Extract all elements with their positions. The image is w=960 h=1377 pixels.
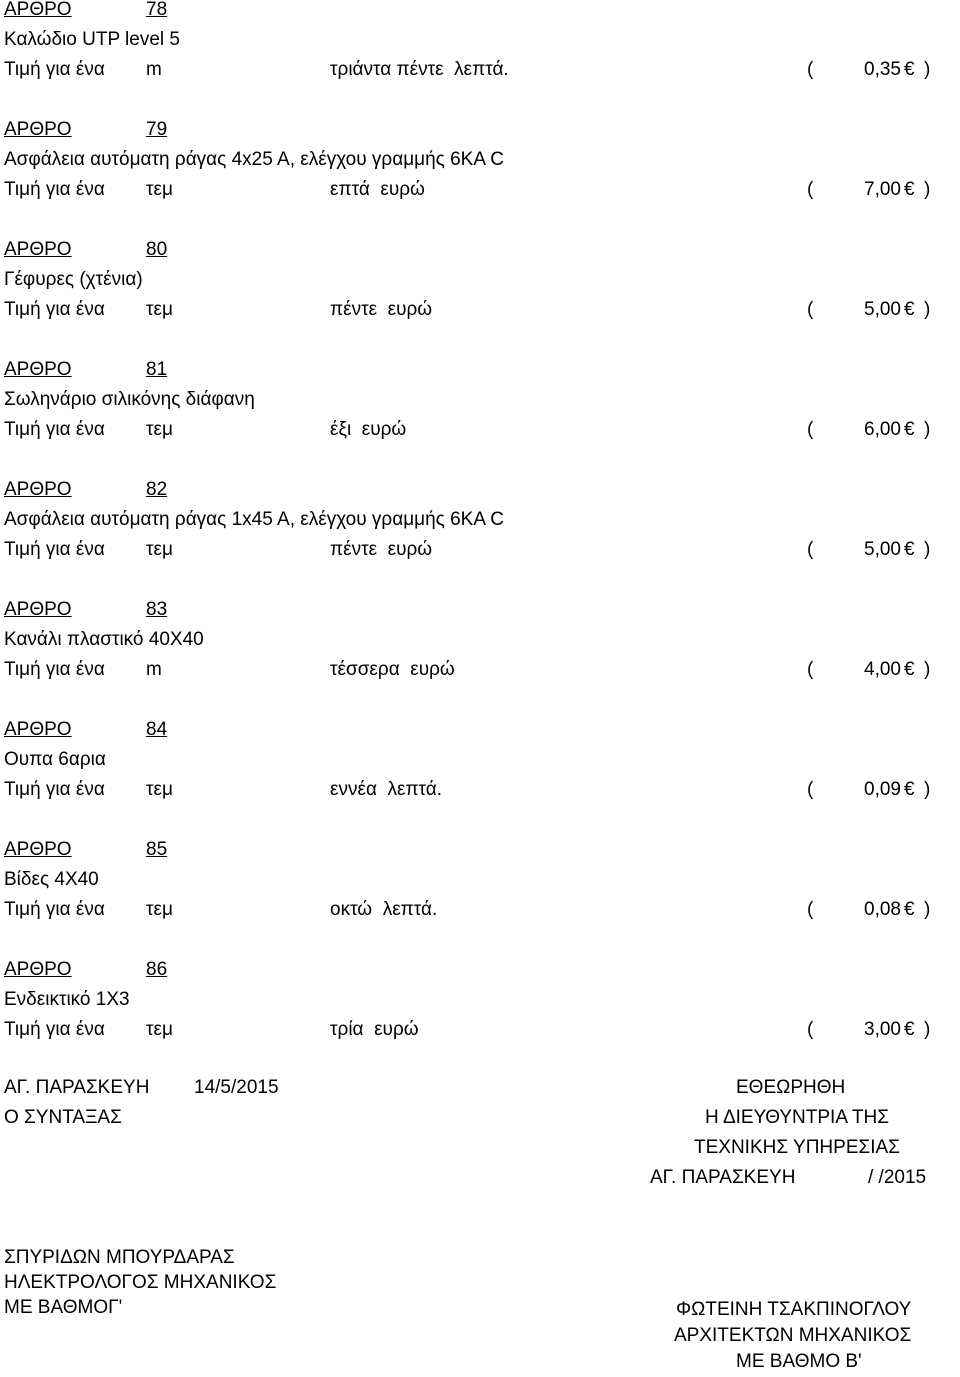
article-description-row	[4, 505, 954, 535]
article-description: Ουπα 6αρια	[4, 749, 106, 770]
article-price-row	[4, 55, 954, 85]
price-words: τρία ευρώ	[330, 1019, 419, 1040]
euro-sign: €	[904, 539, 915, 560]
price-unit: τεμ	[146, 539, 173, 560]
article-description-row	[4, 865, 954, 895]
article-header	[4, 355, 954, 385]
article-description: Γέφυρες (χτένια)	[4, 269, 143, 290]
price-unit: m	[146, 59, 162, 80]
article-price-row	[4, 895, 954, 925]
composer-title: Ο ΣΥΝΤΑΞΑΣ	[4, 1107, 122, 1128]
article-block	[4, 235, 954, 325]
article-block	[4, 955, 954, 1045]
article-label: ΑΡΘΡΟ	[4, 839, 72, 860]
article-description: Ενδεικτικό 1Χ3	[4, 989, 130, 1010]
price-prefix: Τιμή για ένα	[4, 419, 105, 440]
price-words: πέντε ευρώ	[330, 299, 433, 320]
price-words: τέσσερα ευρώ	[330, 659, 455, 680]
article-label: ΑΡΘΡΟ	[4, 0, 72, 20]
article-label: ΑΡΘΡΟ	[4, 479, 72, 500]
paren-close: )	[924, 1019, 931, 1040]
article-label: ΑΡΘΡΟ	[4, 239, 72, 260]
paren-close: )	[924, 59, 931, 80]
price-amount: 0,08	[864, 899, 901, 920]
paren-open: (	[807, 179, 814, 200]
article-description: Ασφάλεια αυτόματη ράγας 1x45 A, ελέγχου γραμμής 6KA C	[4, 509, 504, 530]
article-number: 80	[146, 239, 168, 260]
price-prefix: Τιμή για ένα	[4, 779, 105, 800]
price-words: πέντε ευρώ	[330, 539, 433, 560]
article-description: Βίδες 4Χ40	[4, 869, 99, 890]
article-price-row	[4, 295, 954, 325]
article-label: ΑΡΘΡΟ	[4, 959, 72, 980]
price-unit: τεμ	[146, 899, 173, 920]
article-number: 84	[146, 719, 168, 740]
article-header	[4, 115, 954, 145]
paren-open: (	[807, 899, 814, 920]
paren-close: )	[924, 299, 931, 320]
director-role: ΑΡΧΙΤΕΚΤΩΝ ΜΗΧΑΝΙΚΟΣ	[674, 1325, 912, 1346]
article-price-row	[4, 415, 954, 445]
composer-role: ΗΛΕΚΤΡΟΛΟΓΟΣ ΜΗΧΑΝΙΚΟΣ	[4, 1272, 277, 1293]
article-description-row	[4, 625, 954, 655]
article-description-row	[4, 25, 954, 55]
article-block	[4, 835, 954, 925]
price-words: επτά ευρώ	[330, 179, 425, 200]
paren-close: )	[924, 539, 931, 560]
euro-sign: €	[904, 59, 915, 80]
price-unit: τεμ	[146, 299, 173, 320]
price-amount: 4,00	[864, 659, 901, 680]
article-header	[4, 835, 954, 865]
paren-open: (	[807, 299, 814, 320]
price-prefix: Τιμή για ένα	[4, 899, 105, 920]
composer-grade: ΜΕ ΒΑΘΜΟΓ'	[4, 1297, 123, 1318]
article-header	[4, 595, 954, 625]
euro-sign: €	[904, 659, 915, 680]
article-description: Κανάλι πλαστικό 40Χ40	[4, 629, 204, 650]
price-words: οκτώ λεπτά.	[330, 899, 438, 920]
euro-sign: €	[904, 299, 915, 320]
paren-open: (	[807, 419, 814, 440]
price-prefix: Τιμή για ένα	[4, 179, 105, 200]
price-prefix: Τιμή για ένα	[4, 539, 105, 560]
article-description-row	[4, 145, 954, 175]
price-amount: 7,00	[864, 179, 901, 200]
article-description: Καλώδιο UTP level 5	[4, 29, 180, 50]
price-prefix: Τιμή για ένα	[4, 659, 105, 680]
article-description-row	[4, 985, 954, 1015]
price-amount: 6,00	[864, 419, 901, 440]
paren-open: (	[807, 1019, 814, 1040]
article-block	[4, 595, 954, 685]
price-amount: 0,35	[864, 59, 901, 80]
director-line2: ΤΕΧΝΙΚΗΣ ΥΠΗΡΕΣΙΑΣ	[694, 1137, 900, 1158]
article-price-row	[4, 175, 954, 205]
article-label: ΑΡΘΡΟ	[4, 719, 72, 740]
price-words: εννέα λεπτά.	[330, 779, 443, 800]
article-block	[4, 0, 954, 85]
review-title: ΕΘΕΩΡΗΘΗ	[736, 1077, 846, 1098]
paren-close: )	[924, 779, 931, 800]
euro-sign: €	[904, 899, 915, 920]
place-right: ΑΓ. ΠΑΡΑΣΚΕΥΗ	[650, 1167, 796, 1188]
article-header	[4, 955, 954, 985]
price-prefix: Τιμή για ένα	[4, 59, 105, 80]
article-number: 85	[146, 839, 168, 860]
article-header	[4, 475, 954, 505]
article-number: 86	[146, 959, 168, 980]
euro-sign: €	[904, 419, 915, 440]
paren-close: )	[924, 179, 931, 200]
article-description-row	[4, 745, 954, 775]
article-number: 82	[146, 479, 168, 500]
article-description: Ασφάλεια αυτόματη ράγας 4x25 A, ελέγχου γραμμής 6KA C	[4, 149, 504, 170]
price-unit: τεμ	[146, 779, 173, 800]
article-block	[4, 355, 954, 445]
price-amount: 5,00	[864, 539, 901, 560]
composer-name: ΣΠΥΡΙΔΩΝ ΜΠΟΥΡΔΑΡΑΣ	[4, 1247, 235, 1268]
director-name: ΦΩΤΕΙΝΗ ΤΣΑΚΠΙΝΟΓΛΟΥ	[676, 1299, 912, 1320]
paren-open: (	[807, 659, 814, 680]
price-amount: 0,09	[864, 779, 901, 800]
euro-sign: €	[904, 179, 915, 200]
euro-sign: €	[904, 779, 915, 800]
paren-open: (	[807, 59, 814, 80]
price-prefix: Τιμή για ένα	[4, 1019, 105, 1040]
price-amount: 5,00	[864, 299, 901, 320]
paren-close: )	[924, 899, 931, 920]
article-block	[4, 115, 954, 205]
article-description: Σωληνάριο σιλικόνης διάφανη	[4, 389, 255, 410]
article-number: 83	[146, 599, 168, 620]
place-left: ΑΓ. ΠΑΡΑΣΚΕΥΗ	[4, 1077, 150, 1098]
date-left: 14/5/2015	[194, 1077, 279, 1098]
article-number: 81	[146, 359, 168, 380]
price-unit: τεμ	[146, 179, 173, 200]
article-description-row	[4, 265, 954, 295]
article-price-row	[4, 535, 954, 565]
article-description-row	[4, 385, 954, 415]
article-number: 78	[146, 0, 168, 20]
director-line1: Η ΔΙΕΥΘΥΝΤΡΙΑ ΤΗΣ	[705, 1107, 889, 1128]
paren-close: )	[924, 419, 931, 440]
article-price-row	[4, 1015, 954, 1045]
price-unit: τεμ	[146, 1019, 173, 1040]
paren-open: (	[807, 539, 814, 560]
article-label: ΑΡΘΡΟ	[4, 119, 72, 140]
article-price-row	[4, 775, 954, 805]
price-words: τριάντα πέντε λεπτά.	[330, 59, 509, 80]
director-grade: ΜΕ ΒΑΘΜΟ Β'	[736, 1351, 862, 1372]
paren-open: (	[807, 779, 814, 800]
date-right: / /2015	[868, 1167, 927, 1188]
article-block	[4, 475, 954, 565]
price-prefix: Τιμή για ένα	[4, 299, 105, 320]
article-number: 79	[146, 119, 168, 140]
euro-sign: €	[904, 1019, 915, 1040]
article-header	[4, 235, 954, 265]
article-price-row	[4, 655, 954, 685]
price-amount: 3,00	[864, 1019, 901, 1040]
article-label: ΑΡΘΡΟ	[4, 599, 72, 620]
article-header	[4, 0, 954, 25]
paren-close: )	[924, 659, 931, 680]
price-words: έξι ευρώ	[330, 419, 407, 440]
article-header	[4, 715, 954, 745]
price-unit: τεμ	[146, 419, 173, 440]
article-block	[4, 715, 954, 805]
price-unit: m	[146, 659, 162, 680]
article-label: ΑΡΘΡΟ	[4, 359, 72, 380]
